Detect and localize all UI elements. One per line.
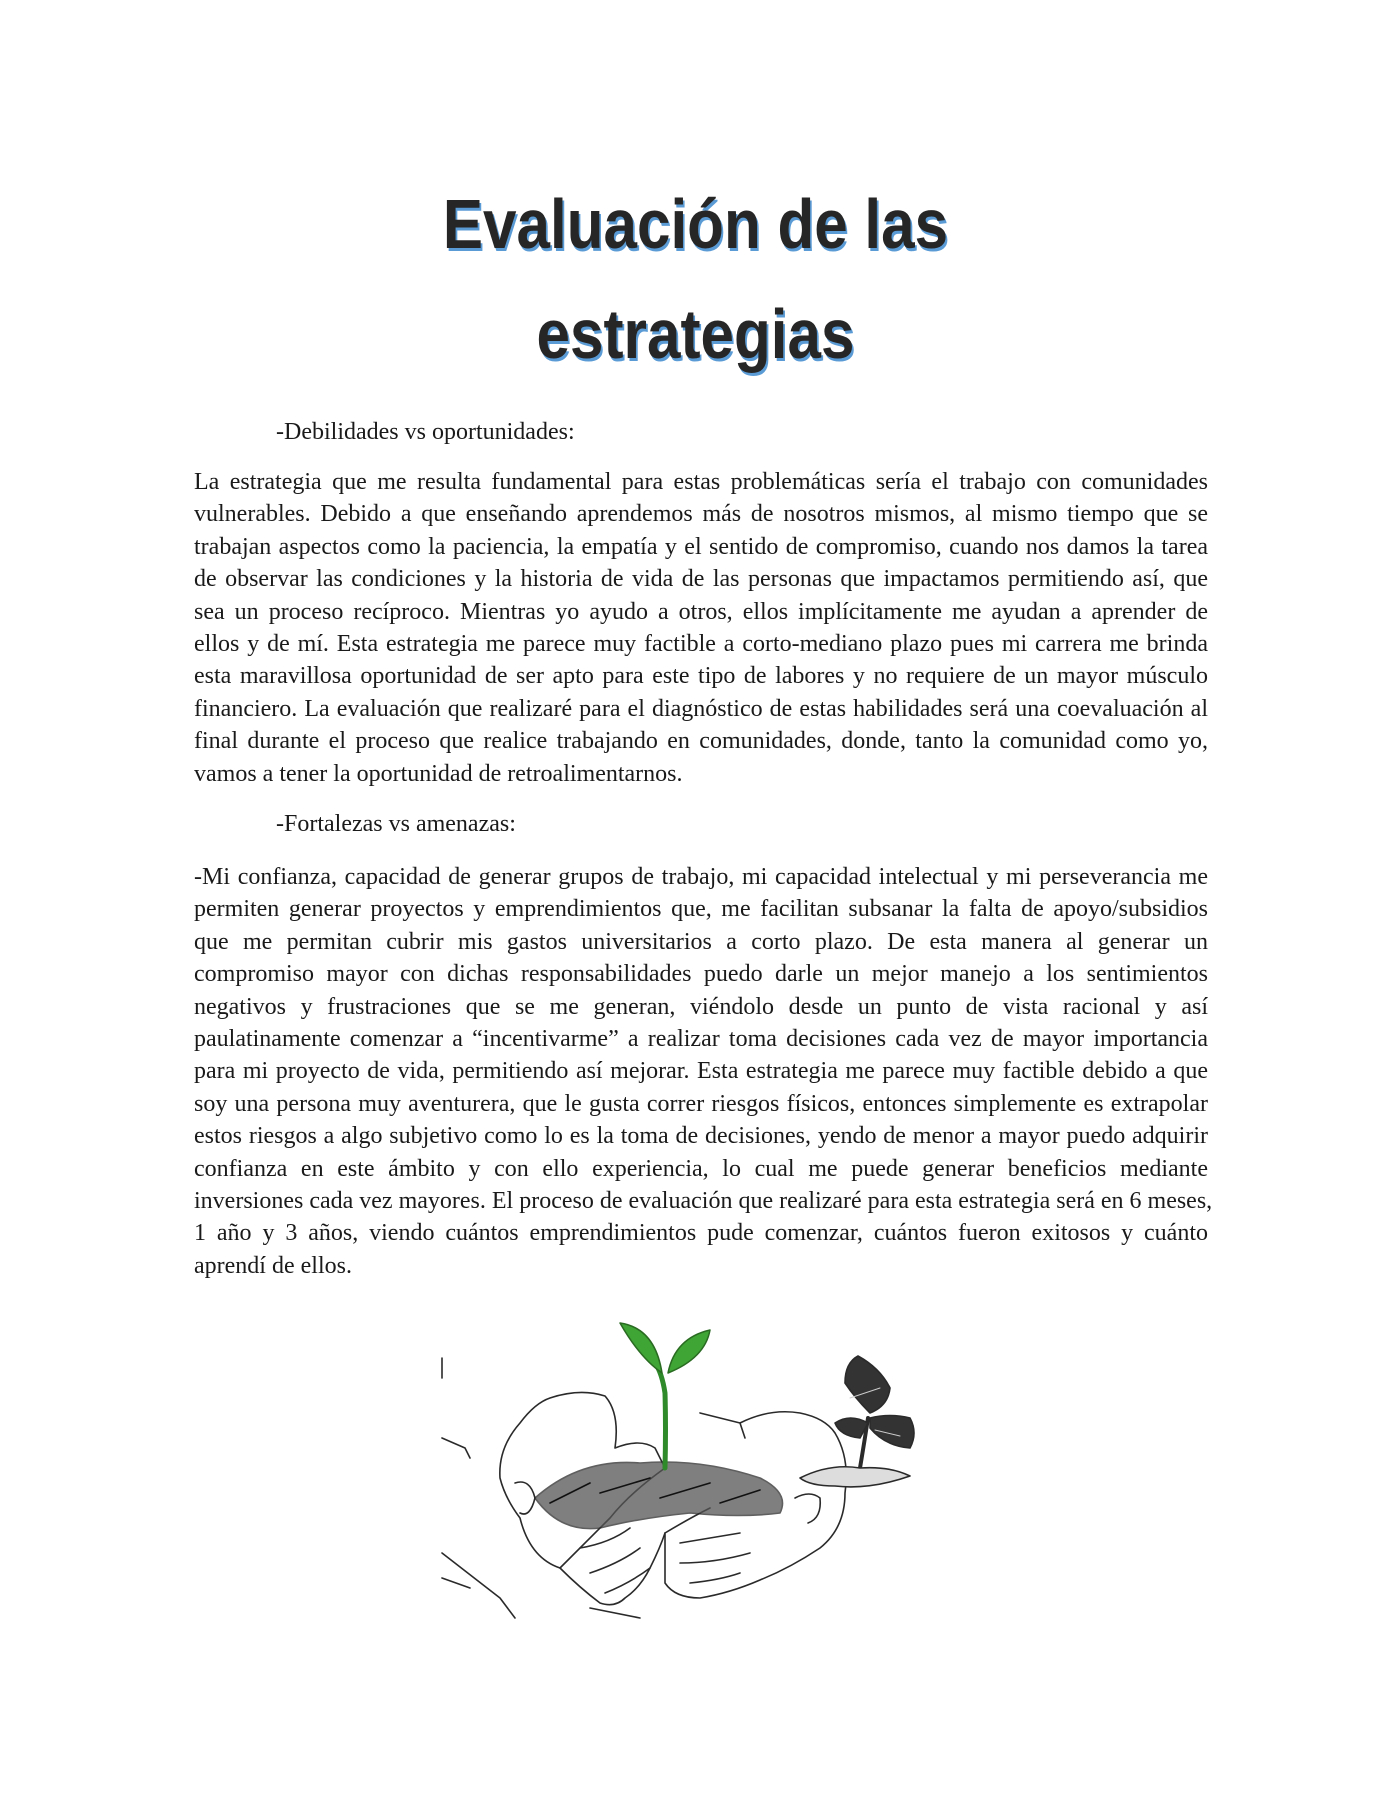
paragraph-line: La estrategia que me resulta fundamental para estas problemáticas sería el trabajo con comunidades (194, 469, 1208, 495)
paragraph-line: vulnerables. Debido a que enseñando aprendemos más de nosotros mismos, al mismo tiempo que se (194, 501, 1208, 528)
hands-holding-seedling-icon (440, 1318, 945, 1620)
paragraph-line: ellos y de mí. Esta estrategia me parece muy factible a corto-mediano plazo pues mi carrera me brinda (194, 631, 1208, 658)
paragraph-line: negativos y frustraciones que se me generan, viéndolo desde un punto de vista racional y así (194, 993, 1208, 1020)
paragraph-line: trabajan aspectos como la paciencia, la empatía y el sentido de compromiso, cuando nos damos la tarea (194, 533, 1208, 560)
paragraph-line: esta maravillosa oportunidad de ser apto para este tipo de labores y no requiere de un mayor músculo (194, 663, 1208, 690)
paragraph-line: estos riesgos a algo subjetivo como lo es la toma de decisiones, yendo de menor a mayor puedo adquirir (194, 1123, 1208, 1150)
paragraph-line: financiero. La evaluación que realizaré para el diagnóstico de estas habilidades será una coevaluación al (194, 695, 1208, 722)
paragraph-line: vamos a tener la oportunidad de retroalimentarnos. (194, 760, 683, 787)
paragraph-line: inversiones cada vez mayores. El proceso de evaluación que realizaré para esta estrategia será en 6 meses, (194, 1188, 1213, 1215)
section-heading-strengths-threats: -Fortalezas vs amenazas: (276, 811, 516, 837)
title-line-1: Evaluación de las (442, 185, 949, 263)
title-line-2: estrategias (536, 295, 855, 373)
paragraph-line: 1 año y 3 años, viendo cuántos emprendimientos pude comenzar, cuántos fueron exitosos y cuánto (194, 1220, 1208, 1247)
section-heading-weaknesses-opportunities: -Debilidades vs oportunidades: (276, 419, 575, 445)
paragraph-line: permiten generar proyectos y emprendimientos que, me facilitan subsanar la falta de apoyo/subsidios (194, 896, 1208, 923)
paragraph-line: de observar las condiciones y la historia de vida de las personas que impactamos permitiendo así, que (194, 566, 1208, 593)
paragraph-line: confianza en este ámbito y con ello experiencia, lo cual me puede generar beneficios mediante (194, 1155, 1208, 1182)
paragraph-line: aprendí de ellos. (194, 1252, 352, 1279)
paragraph-line: soy una persona muy aventurera, que le gusta correr riesgos físicos, entonces simplemente es extrapolar (194, 1090, 1208, 1117)
paragraph-line: compromiso mayor con dichas responsabilidades puedo darle un mejor manejo a los sentimientos (194, 961, 1208, 988)
paragraph-line: -Mi confianza, capacidad de generar grupos de trabajo, mi capacidad intelectual y mi perseverancia me (194, 864, 1208, 890)
paragraph-line: sea un proceso recíproco. Mientras yo ayudo a otros, ellos implícitamente me ayudan a aprender de (194, 598, 1208, 625)
page-title (0, 169, 1391, 389)
paragraph-weaknesses-opportunities (194, 466, 1208, 790)
paragraph-line: para mi proyecto de vida, permitiendo así mejorar. Esta estrategia me parece muy factible debido a que (194, 1058, 1208, 1085)
paragraph-strengths-threats (194, 861, 1213, 1282)
paragraph-line: que me permitan cubrir mis gastos universitarios a corto plazo. De esta manera al generar un (194, 928, 1208, 955)
paragraph-line: paulatinamente comenzar a “incentivarme” a realizar toma decisiones cada vez de mayor importancia (194, 1026, 1208, 1053)
paragraph-line: final durante el proceso que realice trabajando en comunidades, donde, tanto la comunidad como yo, (194, 728, 1208, 755)
